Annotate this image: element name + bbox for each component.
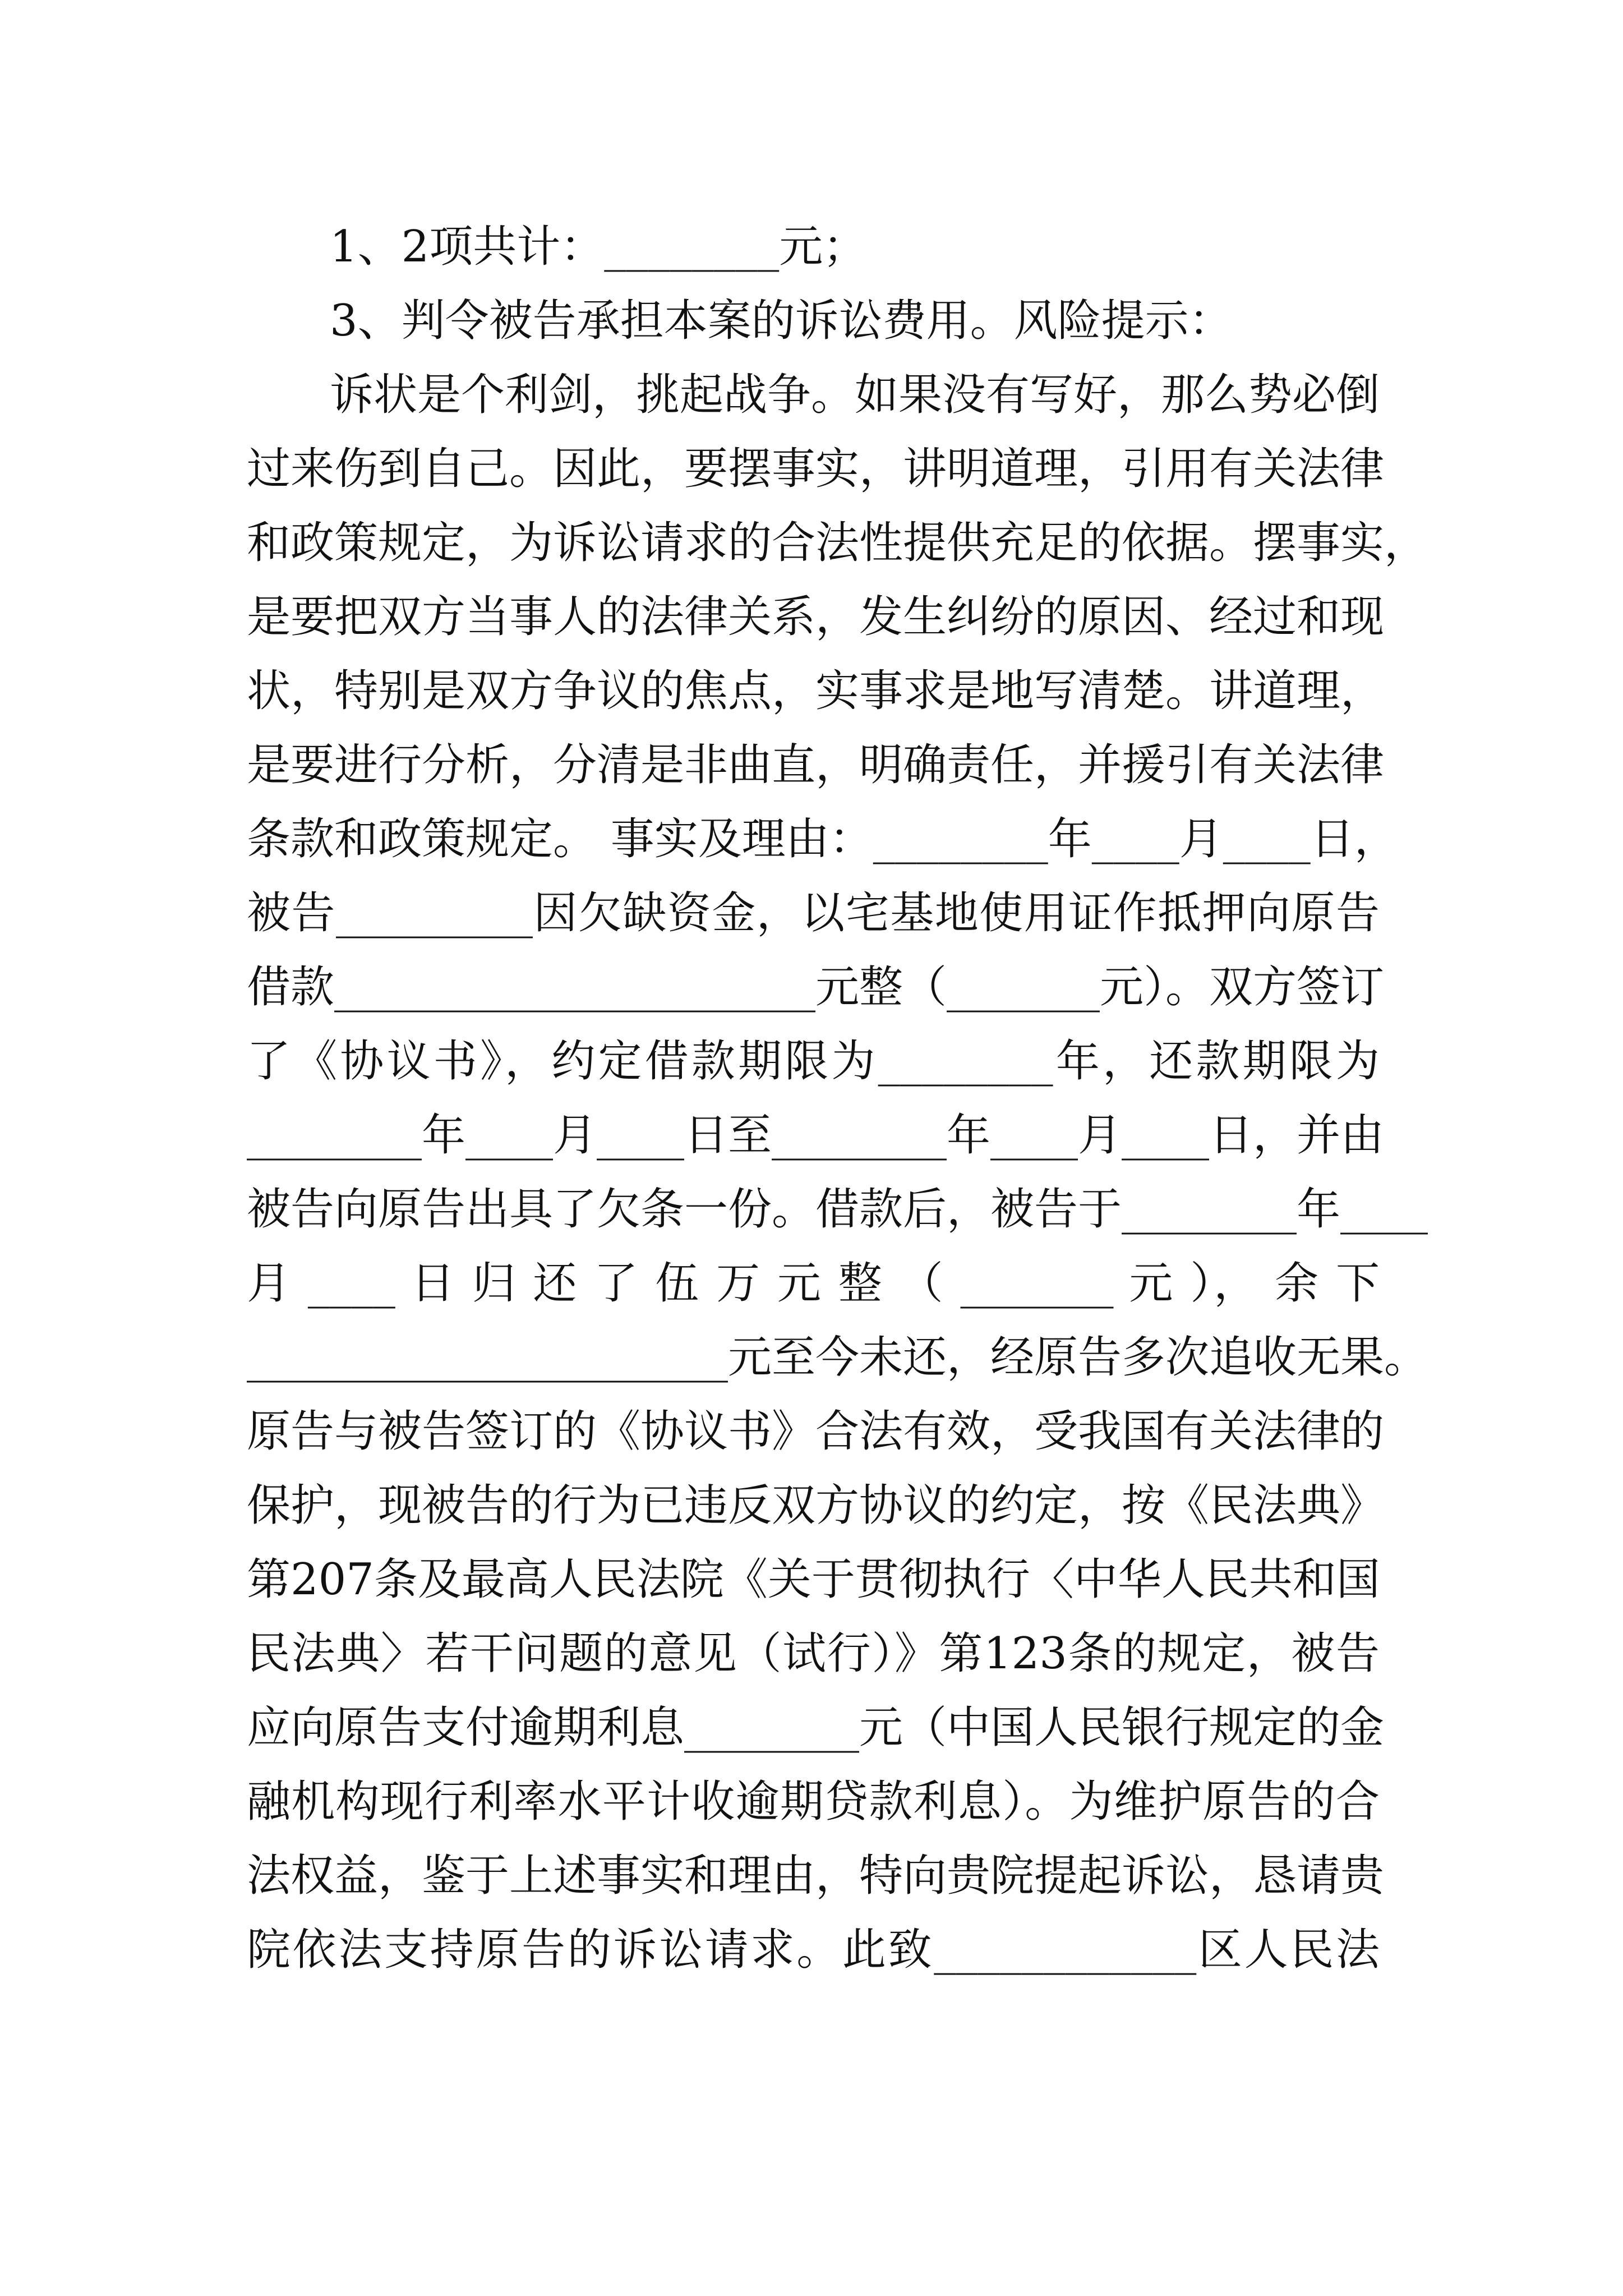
paragraph-line: 和政策规定，为诉讼请求的合法性提供充足的依据。摆事实， bbox=[247, 518, 1428, 568]
text-line bbox=[0, 1176, 1623, 1243]
text-line bbox=[0, 583, 1623, 651]
paragraph-line: 诉状是个利剑，挑起战争。如果没有写好，那么势必倒 bbox=[330, 370, 1380, 420]
text-line bbox=[0, 954, 1623, 1021]
item-total-line: 1、2项共计：________元； bbox=[330, 222, 867, 272]
paragraph-line: 是要把双方当事人的法律关系，发生纠纷的原因、经过和现 bbox=[247, 592, 1385, 642]
text-line bbox=[0, 806, 1623, 873]
item-costs-line: 3、判令被告承担本案的诉讼费用。风险提示： bbox=[330, 296, 1233, 346]
text-line bbox=[0, 213, 1623, 280]
text-line bbox=[0, 1916, 1623, 1984]
text-line bbox=[0, 1324, 1623, 1391]
paragraph-line: 法权益，鉴于上述事实和理由，特向贵院提起诉讼，恳请贵 bbox=[247, 1851, 1385, 1901]
text-line bbox=[0, 1842, 1623, 1910]
paragraph-line: 应向原告支付逾期利息________元（中国人民银行规定的金 bbox=[247, 1703, 1385, 1753]
text-line bbox=[0, 435, 1623, 503]
paragraph-line: 条款和政策规定。 事实及理由：________年____月____日， bbox=[247, 814, 1398, 864]
paragraph-line: 月 ____ 日 归 还 了 伍 万 元 整 （ _______ 元 ）， 余 下 bbox=[247, 1258, 1380, 1309]
text-line bbox=[0, 509, 1623, 577]
text-line bbox=[0, 1768, 1623, 1835]
text-line bbox=[0, 1028, 1623, 1095]
paragraph-line: 是要进行分析，分清是非曲直，明确责任，并援引有关法律 bbox=[247, 740, 1385, 790]
paragraph-line: 保护，现被告的行为已违反双方协议的约定，按《民法典》 bbox=[247, 1480, 1385, 1531]
paragraph-line: 状，特别是双方争议的焦点，实事求是地写清楚。讲道理， bbox=[247, 666, 1385, 716]
paragraph-line: ______________________元至今未还，经原告多次追收无果。 bbox=[247, 1332, 1428, 1383]
text-line bbox=[0, 1398, 1623, 1465]
paragraph-line: 民法典〉若干问题的意见（试行）》第123条的规定，被告 bbox=[247, 1628, 1380, 1679]
text-line bbox=[0, 1472, 1623, 1539]
paragraph-line: 第207条及最高人民法院《关于贯彻执行〈中华人民共和国 bbox=[247, 1554, 1380, 1605]
paragraph-line: 被告_________因欠缺资金，以宅基地使用证作抵押向原告 bbox=[247, 888, 1380, 938]
text-line bbox=[0, 657, 1623, 725]
text-line bbox=[0, 1546, 1623, 1613]
text-line bbox=[0, 361, 1623, 429]
text-line bbox=[0, 1694, 1623, 1761]
paragraph-line: 了《协议书》，约定借款期限为________年，还款期限为 bbox=[247, 1036, 1380, 1087]
text-line bbox=[0, 1250, 1623, 1317]
paragraph-line: 过来伤到自己。因此，要摆事实，讲明道理，引用有关法律 bbox=[247, 444, 1385, 494]
paragraph-line: 融机构现行利率水平计收逾期贷款利息）。为维护原告的合 bbox=[247, 1777, 1380, 1827]
paragraph-line: 院依法支持原告的诉讼请求。此致____________区人民法 bbox=[247, 1925, 1380, 1975]
text-line bbox=[0, 1102, 1623, 1169]
paragraph-line: ________年____月____日至________年____月____日，并由 bbox=[247, 1110, 1385, 1161]
paragraph-line: 被告向原告出具了欠条一份。借款后，被告于________年____ bbox=[247, 1184, 1428, 1235]
paragraph-line: 原告与被告签订的《协议书》合法有效，受我国有关法律的 bbox=[247, 1406, 1385, 1457]
paragraph-line: 借款______________________元整（_______元）。双方签订 bbox=[247, 962, 1385, 1013]
text-line bbox=[0, 287, 1623, 355]
text-line bbox=[0, 731, 1623, 799]
text-line bbox=[0, 880, 1623, 947]
text-line bbox=[0, 1620, 1623, 1687]
